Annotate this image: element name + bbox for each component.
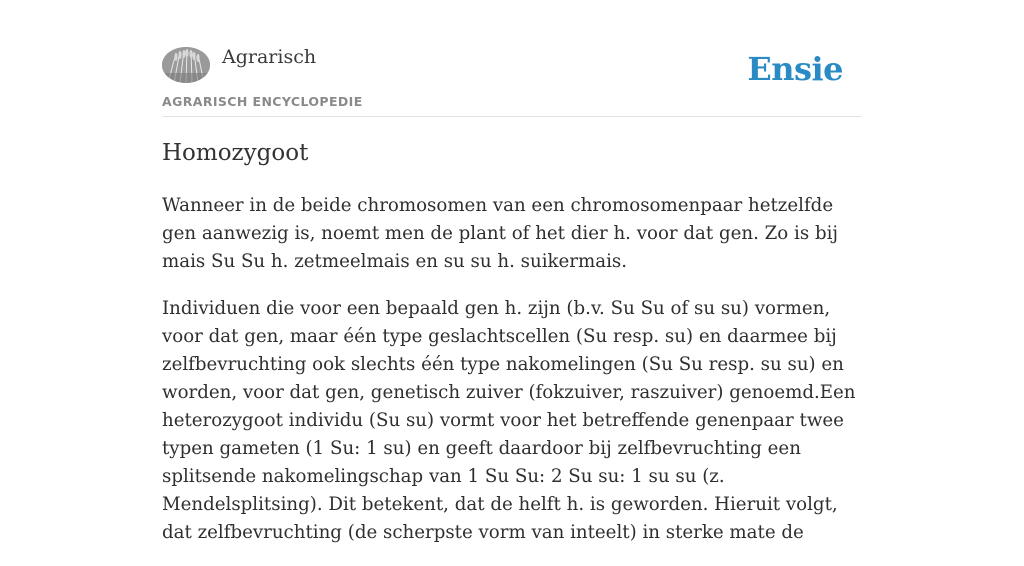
brand-logo[interactable]: Ensie bbox=[747, 50, 843, 88]
site-subtitle: AGRARISCH ENCYCLOPEDIE bbox=[162, 94, 363, 109]
page-title: Homozygoot bbox=[162, 140, 309, 166]
article-paragraph: Wanneer in de beide chromosomen van een chromosomenpaar hetzelfde gen aanwezig is, noemt men de plant of het dier h. voor dat gen. Zo is bij mais Su Su h. zetmeelmais en su su h. suikermais. bbox=[162, 195, 839, 272]
article-body bbox=[162, 192, 862, 566]
site-header bbox=[162, 0, 862, 117]
article-paragraph: Individuen die voor een bepaald gen h. zijn (b.v. Su Su of su su) vormen, voor dat gen, maar één type geslachtscellen (Su resp. su) en daarmee bij zelfbevruchting ook slechts één type nakomelingen (Su Su resp. su su) en worden, voor dat gen, genetisch zuiver (fokzuiver, raszuiver) genoemd.Een heterozygoot individu (Su su) vormt voor het betreffende genenpaar twee typen gameten (1 Su: 1 su) en geeft daardoor bij zelfbevruchting een splitsende nakomelingschap van 1 Su Su: 2 Su su: 1 su su (z. Mendelsplitsing). Dit betekent, dat de helft h. is geworden. Hieruit volgt, dat zelfbevruchting (de scherpste vorm van inteelt) in sterke mate de bbox=[162, 298, 856, 543]
page bbox=[162, 0, 862, 543]
wheat-icon[interactable] bbox=[162, 47, 210, 83]
site-name[interactable]: Agrarisch bbox=[222, 46, 317, 68]
